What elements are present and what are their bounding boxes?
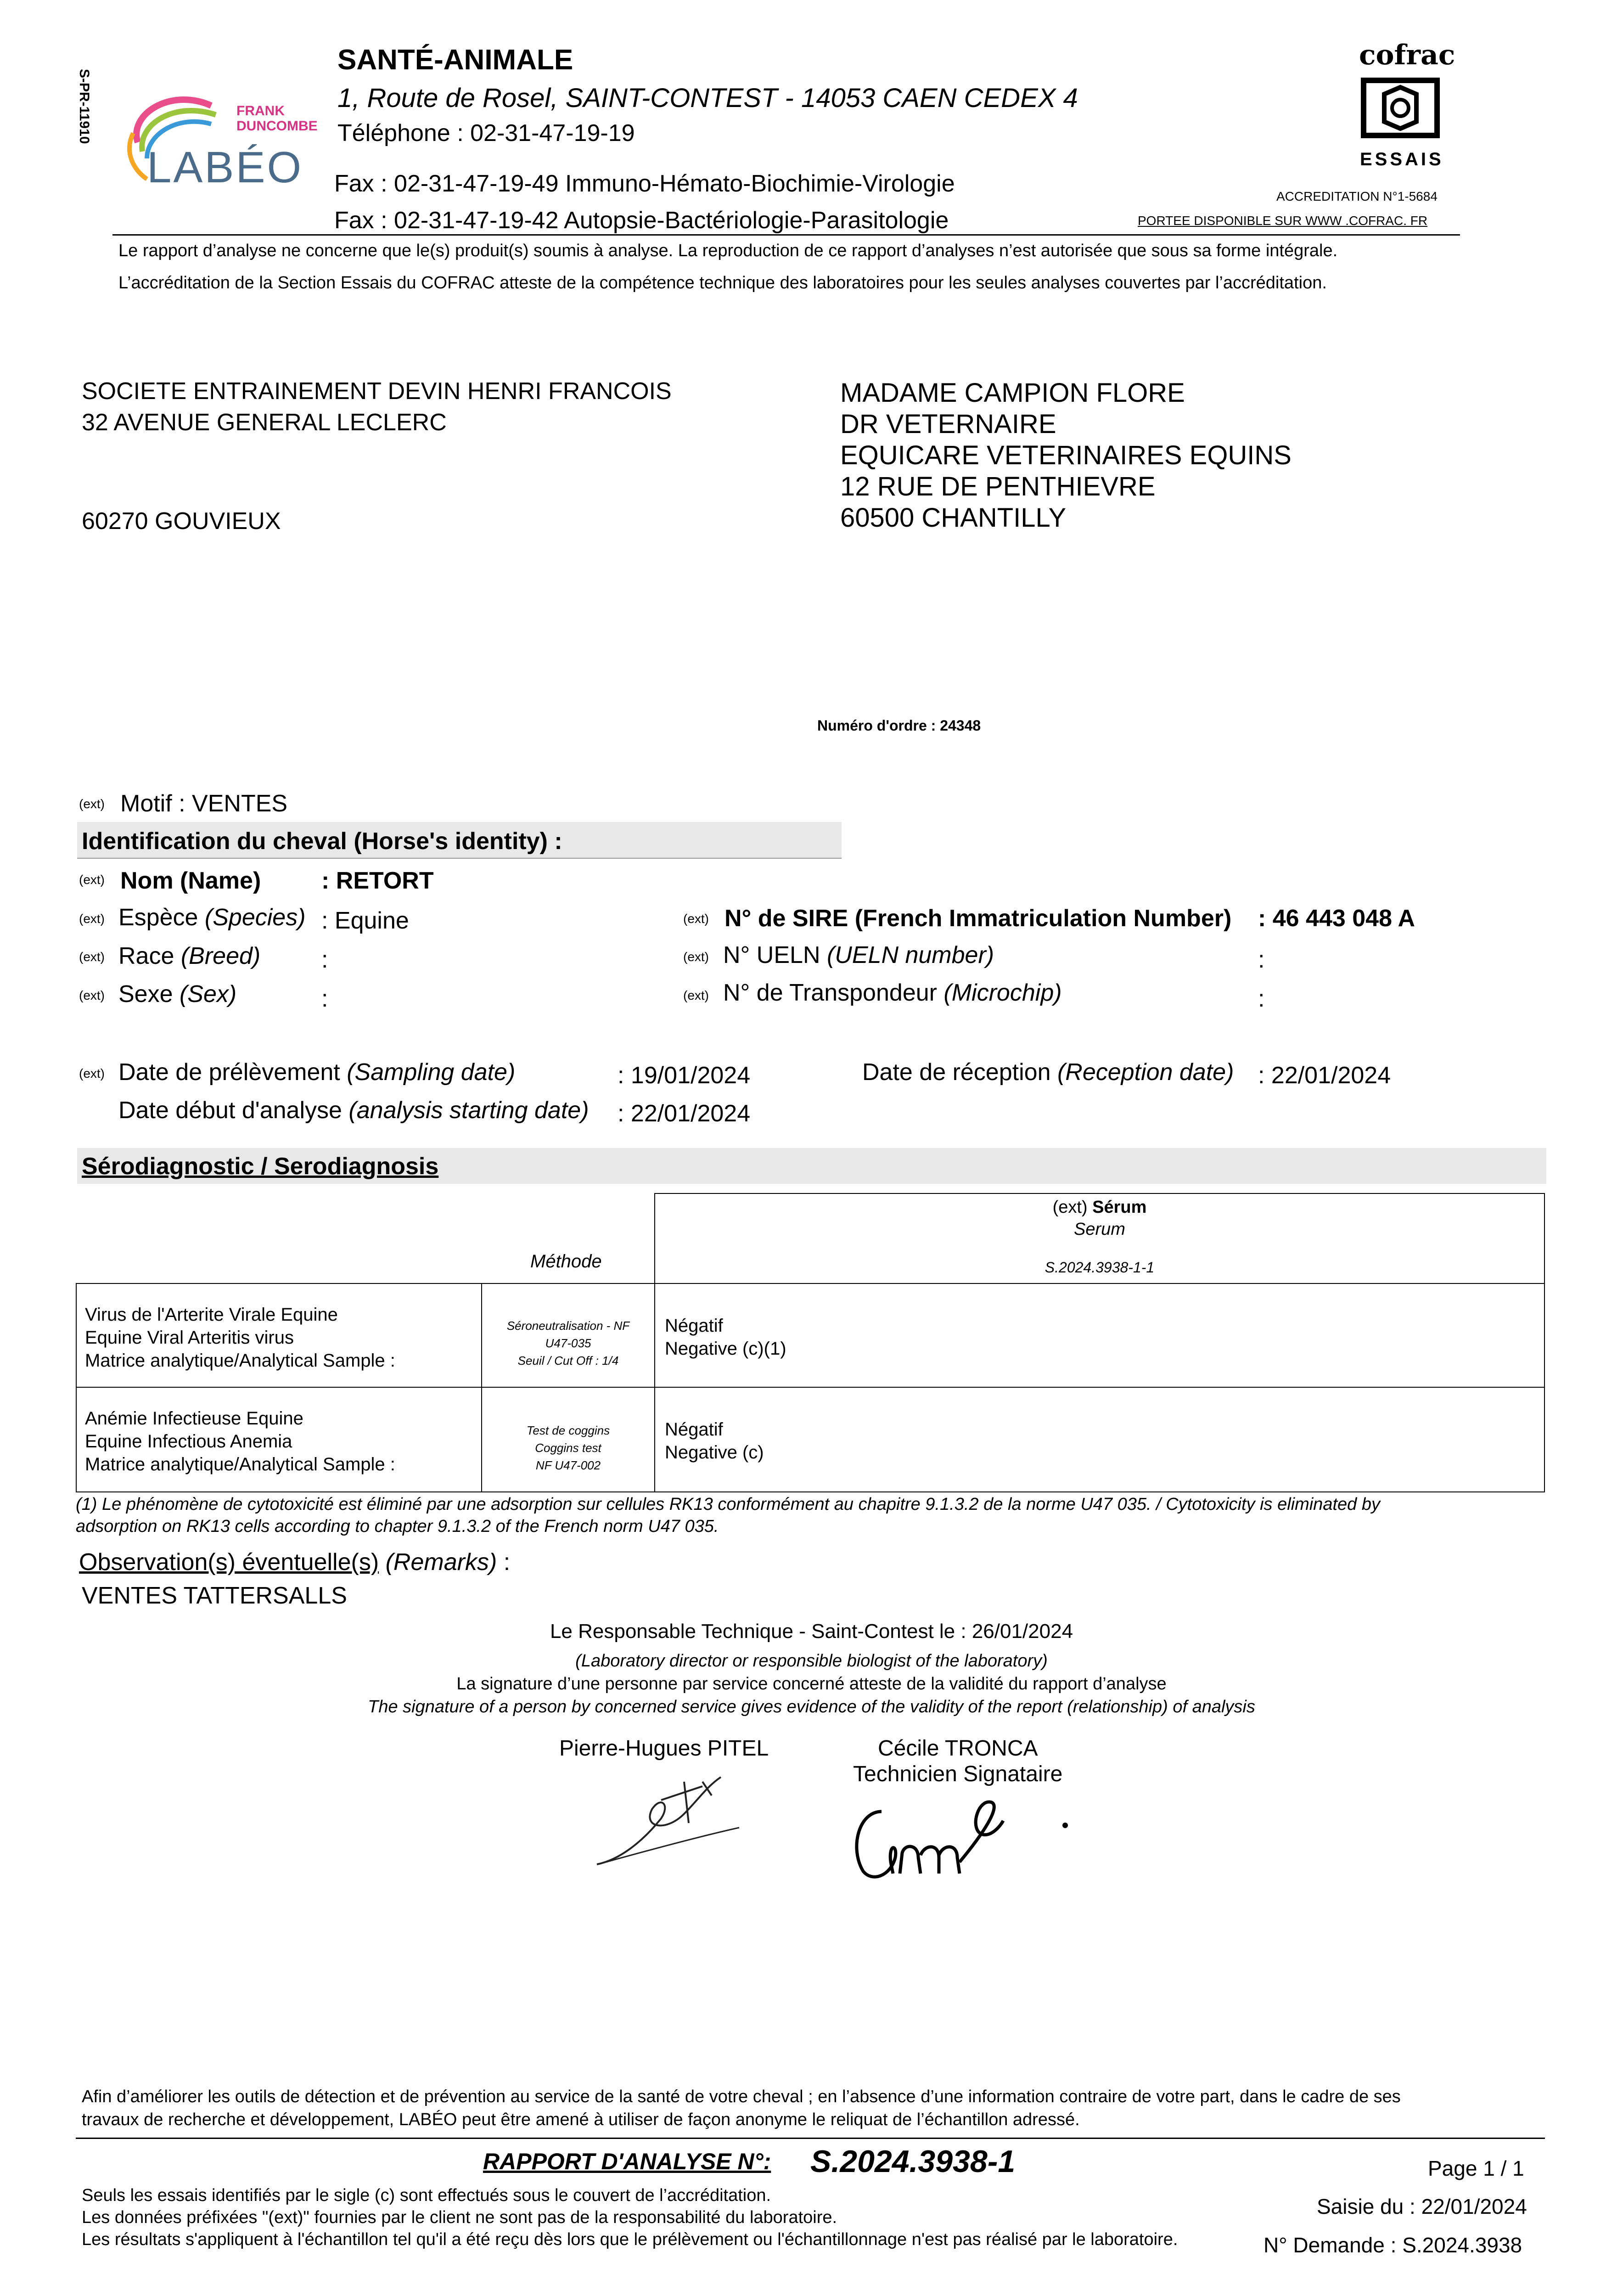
disclaimer-line-1: Le rapport d’analyse ne concerne que le(s) produit(s) soumis à analyse. La reproduction de ce rapport d’analyses n’est autorisée que sous sa forme intégrale. [118, 241, 1338, 260]
cofrac-emblem-icon [1359, 76, 1442, 140]
debut-label-en: (analysis starting date) [348, 1097, 589, 1124]
row-2-analyte-en: Equine Infectious Anemia [85, 1431, 292, 1452]
recipient-line-4: 12 RUE DE PENTHIEVRE [840, 472, 1156, 501]
prelevement-value: : 19/01/2024 [618, 1062, 751, 1089]
ext-tag: (ext) [79, 950, 105, 964]
race-label-en: (Breed) [180, 943, 261, 969]
methode-header: Méthode [530, 1251, 602, 1272]
recipient-line-5: 60500 CHANTILLY [840, 503, 1067, 533]
observations-colon: : [503, 1549, 511, 1576]
row-1-result [665, 1314, 786, 1360]
logo-brand-bottom: DUNCOMBE [236, 118, 318, 134]
sexe-label [118, 980, 236, 1008]
cofrac-logo [1350, 39, 1455, 177]
debut-value: : 22/01/2024 [618, 1100, 751, 1127]
sample-fr: Sérum [1092, 1198, 1147, 1217]
prelevement-label-en: (Sampling date) [347, 1059, 516, 1086]
row-1-analyte-matrix: Matrice analytique/Analytical Sample : [85, 1351, 395, 1371]
cofrac-brand: cofrac [1359, 39, 1455, 71]
nom-label: Nom (Name) [120, 867, 261, 894]
row-2-analyte [85, 1407, 395, 1476]
observations-label-fr: Observation(s) éventuelle(s) [79, 1549, 379, 1576]
row-1-method-line-3: Seuil / Cut Off : 1/4 [517, 1354, 619, 1367]
ext-tag: (ext) [79, 1066, 105, 1080]
signature-responsable: Le Responsable Technique - Saint-Contest le : 26/01/2024 [550, 1620, 1073, 1643]
row-2-divider-b [654, 1387, 655, 1492]
sample-en: Serum [1074, 1220, 1125, 1239]
reception-label [862, 1058, 1234, 1086]
ueln-label-fr: N° UELN [723, 942, 820, 968]
sire-value: : 46 443 048 A [1258, 905, 1415, 932]
reception-label-fr: Date de réception [862, 1059, 1051, 1086]
row-1-analyte-fr: Virus de l'Arterite Virale Equine [85, 1305, 338, 1325]
transpondeur-label [723, 979, 1062, 1007]
identification-band-rule [77, 858, 842, 859]
ext-tag: (ext) [683, 950, 709, 964]
transpondeur-value: : [1258, 985, 1265, 1012]
reception-value: : 22/01/2024 [1258, 1062, 1391, 1089]
cofrac-portee-link[interactable]: PORTEE DISPONIBLE SUR WWW .COFRAC. FR [1138, 214, 1428, 228]
ext-tag: (ext) [79, 872, 105, 887]
section-title: Sérodiagnostic / Serodiagnosis [82, 1153, 439, 1180]
lab-fax-2: Fax : 02-31-47-19-42 Autopsie-Bactériologie-Parasitologie [334, 207, 949, 234]
transpondeur-label-fr: N° de Transpondeur [723, 979, 937, 1006]
row-1-result-en: Negative (c)(1) [665, 1339, 786, 1359]
footer-note-3: Les résultats s'appliquent à l'échantillon tel qu'il a été reçu dès lors que le prélèvement ou l'échantillonnage n'est pas réalisé par le laboratoire. [82, 2230, 1178, 2249]
sire-label: N° de SIRE (French Immatriculation Number) [724, 905, 1232, 932]
row-1-divider-b [654, 1283, 655, 1388]
table-footnote-line-2: adsorption on RK13 cells according to chapter 9.1.3.2 of the French norm U47 035. [76, 1517, 719, 1536]
sender-line-2: 32 AVENUE GENERAL LECLERC [82, 409, 447, 436]
espece-label [118, 904, 306, 931]
row-2-result-en: Negative (c) [665, 1442, 764, 1463]
espece-label-en: (Species) [204, 904, 306, 931]
logo-name: LABÉO [147, 143, 303, 192]
sender-line-1: SOCIETE ENTRAINEMENT DEVIN HENRI FRANCOIS [82, 378, 672, 405]
row-2-analyte-matrix: Matrice analytique/Analytical Sample : [85, 1454, 395, 1474]
bottom-notice-line-2: travaux de recherche et développement, LABÉO peut être amené à utiliser de façon anonyme le reliquat de l’échantillon adressé. [82, 2110, 1080, 2129]
sexe-label-fr: Sexe [118, 981, 173, 1007]
signature-statement-en: The signature of a person by concerned service gives evidence of the validity of the report (relationship) of analysis [368, 1697, 1255, 1716]
logo-brand-top: FRANK [236, 103, 285, 118]
observations-label-en: (Remarks) [385, 1549, 497, 1576]
signature-2-icon [845, 1793, 1084, 1885]
sender-line-3: 60270 GOUVIEUX [82, 508, 281, 535]
cofrac-essais: ESSAIS [1360, 149, 1444, 169]
row-2-result-fr: Négatif [665, 1419, 723, 1440]
reception-label-en: (Reception date) [1057, 1059, 1234, 1086]
header-rule [112, 234, 1460, 236]
page-indicator: Page 1 / 1 [1428, 2156, 1524, 2180]
footer-note-2: Les données préfixées "(ext)" fournies par le client ne sont pas de la responsabilité du laboratoire. [82, 2208, 837, 2227]
row-1-result-fr: Négatif [665, 1316, 723, 1336]
lab-phone: Téléphone : 02-31-47-19-19 [337, 120, 635, 146]
signer-2-title: Technicien Signataire [853, 1762, 1063, 1786]
row-1-analyte-en: Equine Viral Arteritis virus [85, 1328, 294, 1348]
footer-note-1: Seuls les essais identifiés par le sigle (c) sont effectués sous le couvert de l’accréditation. [82, 2186, 771, 2205]
motif: Motif : VENTES [120, 790, 288, 817]
row-2-method-line-2: Coggins test [535, 1441, 601, 1455]
ueln-value: : [1258, 946, 1265, 973]
sample-ext: (ext) [1052, 1198, 1088, 1217]
recipient-line-1: MADAME CAMPION FLORE [840, 378, 1185, 408]
race-value: : [321, 946, 328, 973]
row-1-method-line-2: U47-035 [545, 1336, 591, 1350]
observations-label [79, 1548, 510, 1576]
transpondeur-label-en: (Microchip) [943, 979, 1062, 1006]
race-label-fr: Race [118, 943, 174, 969]
rapport-label: RAPPORT D'ANALYSE N°: [483, 2149, 771, 2174]
row-2-result [665, 1418, 764, 1464]
demande-number: N° Demande : S.2024.3938 [1264, 2233, 1522, 2257]
ext-tag: (ext) [79, 988, 105, 1002]
footer-rule [76, 2138, 1545, 2139]
row-1-analyte [85, 1303, 395, 1372]
recipient-line-2: DR VETERNAIRE [840, 409, 1056, 439]
lab-name: SANTÉ-ANIMALE [337, 44, 573, 76]
ueln-label-en: (UELN number) [826, 942, 994, 968]
lab-address: 1, Route de Rosel, SAINT-CONTEST - 14053 CAEN CEDEX 4 [337, 83, 1078, 113]
race-label [118, 942, 260, 970]
order-number: Numéro d'ordre : 24348 [817, 717, 981, 734]
saisie-date: Saisie du : 22/01/2024 [1317, 2195, 1527, 2218]
debut-label-fr: Date début d'analyse [118, 1097, 342, 1124]
signature-director: (Laboratory director or responsible biologist of the laboratory) [575, 1651, 1048, 1671]
ext-tag: (ext) [683, 988, 709, 1002]
espece-value: : Equine [321, 907, 409, 934]
ext-tag: (ext) [79, 797, 105, 811]
sexe-value: : [321, 985, 328, 1012]
row-2-method [482, 1422, 654, 1474]
row-1-method-line-1: Séroneutralisation - NF [506, 1319, 630, 1333]
disclaimer-line-2: L’accréditation de la Section Essais du COFRAC atteste de la compétence technique des laboratoires pour les seules analyses couvertes par l’accréditation. [118, 273, 1327, 293]
identification-heading: Identification du cheval (Horse's identity) : [82, 828, 562, 855]
ext-tag: (ext) [683, 912, 709, 926]
sexe-label-en: (Sex) [179, 981, 237, 1007]
rapport-number: S.2024.3938-1 [810, 2144, 1016, 2179]
prelevement-label [118, 1058, 515, 1086]
row-2-analyte-fr: Anémie Infectieuse Equine [85, 1408, 303, 1429]
signer-2-name: Cécile TRONCA [878, 1736, 1038, 1761]
debut-label [118, 1097, 589, 1124]
row-2-method-line-3: NF U47-002 [535, 1458, 601, 1472]
signature-statement-fr: La signature d’une personne par service concerné atteste de la validité du rapport d’analyse [456, 1674, 1167, 1694]
cofrac-accreditation: ACCREDITATION N°1-5684 [1276, 189, 1438, 203]
row-1-method [482, 1317, 654, 1369]
side-code: S-PR-11910 [77, 69, 92, 144]
sample-header [654, 1198, 1545, 1217]
observations-value: VENTES TATTERSALLS [82, 1582, 347, 1609]
nom-value: : RETORT [321, 867, 434, 894]
signer-1-name: Pierre-Hugues PITEL [559, 1736, 769, 1761]
row-2-method-line-1: Test de coggins [526, 1424, 610, 1437]
recipient-line-3: EQUICARE VETERINAIRES EQUINS [840, 440, 1292, 470]
sample-id: S.2024.3938-1-1 [1045, 1259, 1155, 1276]
prelevement-label-fr: Date de prélèvement [118, 1059, 340, 1086]
lab-fax-1: Fax : 02-31-47-19-49 Immuno-Hémato-Biochimie-Virologie [334, 170, 955, 197]
table-footnote-line-1: (1) Le phénomène de cytotoxicité est éliminé par une adsorption sur cellules RK13 conformément au chapitre 9.1.3.2 de la norme U47 035. / Cytotoxicity is eliminated by [76, 1495, 1380, 1514]
espece-label-fr: Espèce [118, 904, 198, 931]
ext-tag: (ext) [79, 912, 105, 926]
bottom-notice-line-1: Afin d’améliorer les outils de détection et de prévention au service de la santé de votre cheval ; en l’absence d’une information contraire de votre part, dans le cadre de ses [82, 2087, 1401, 2106]
labeo-logo [119, 78, 321, 197]
ueln-label [723, 941, 994, 969]
signature-1-icon [592, 1768, 748, 1874]
